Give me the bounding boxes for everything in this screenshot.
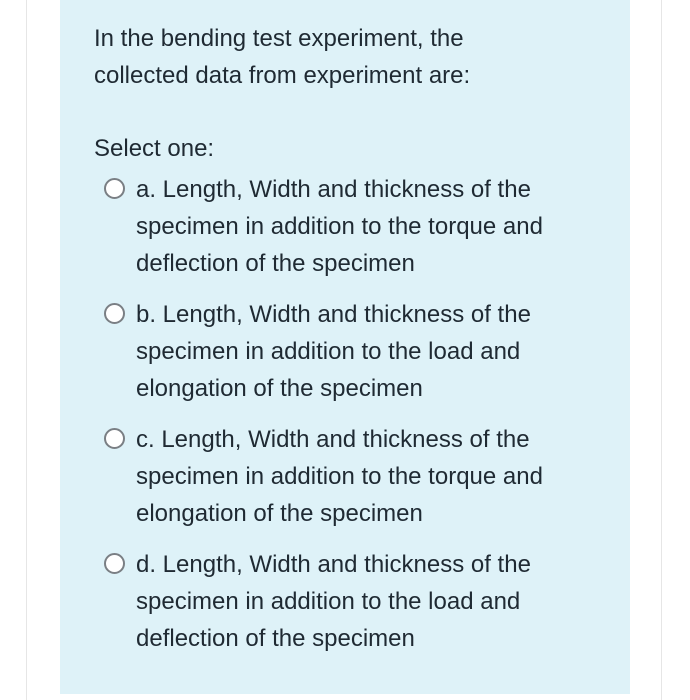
radio-unchecked-icon[interactable] [104, 553, 125, 574]
option-d[interactable] [94, 546, 596, 657]
radio-unchecked-icon[interactable] [104, 428, 125, 449]
option-a-label[interactable]: a. Length, Width and thickness of the specimen in addition to the torque and deflection of the specimen [136, 176, 543, 277]
option-a[interactable] [94, 171, 596, 282]
option-c[interactable] [94, 421, 596, 532]
radio-unchecked-icon[interactable] [104, 178, 125, 199]
option-c-label[interactable]: c. Length, Width and thickness of the specimen in addition to the torque and elongation of the specimen [136, 426, 543, 527]
question-card [60, 0, 630, 694]
radio-unchecked-icon[interactable] [104, 303, 125, 324]
select-one-prompt: Select one: [94, 135, 215, 162]
option-b[interactable] [94, 296, 596, 407]
option-b-label[interactable]: b. Length, Width and thickness of the specimen in addition to the load and elongation of the specimen [136, 301, 531, 402]
option-d-label[interactable]: d. Length, Width and thickness of the specimen in addition to the load and deflection of the specimen [136, 551, 531, 652]
answer-options [94, 171, 596, 657]
question-text: In the bending test experiment, the collected data from experiment are: [94, 25, 471, 89]
